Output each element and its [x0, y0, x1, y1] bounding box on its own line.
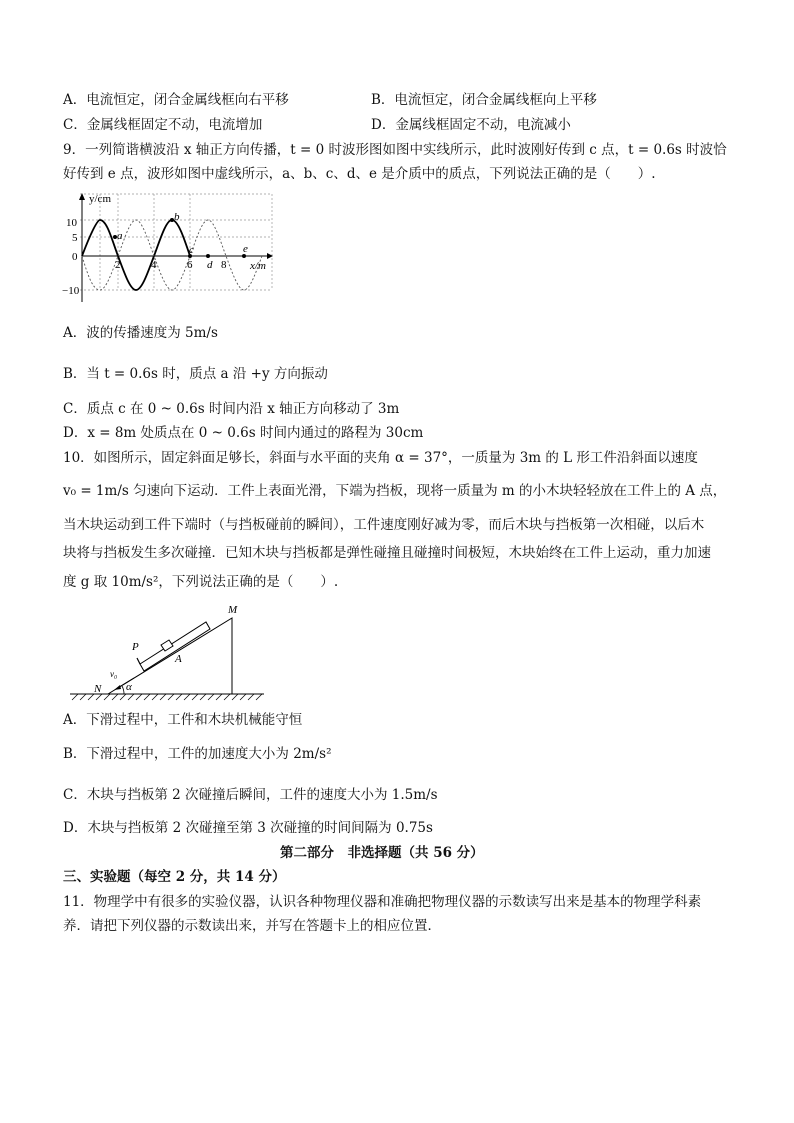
q8-option-d: D．金属线框固定不动，电流减小 [371, 117, 571, 133]
q11-line2: 养．请把下列仪器的示数读出来，并写在答题卡上的相应位置． [63, 918, 441, 934]
q10-stem-line4: 块将与挡板发生多次碰撞．已知木块与挡板都是弹性碰撞且碰撞时间极短，木块始终在工件上运动，重力加速 [63, 545, 711, 561]
x-tick-6: 6 [187, 259, 193, 271]
q10-stem-line1: 10．如图所示，固定斜面足够长，斜面与水平面的夹角 α = 37°，一质量为 3m 的 L 形工件沿斜面以速度 [63, 450, 698, 466]
x-axis-label: x/m [250, 260, 266, 272]
x-tick-8: 8 [221, 259, 227, 271]
q11-line1: 11．物理学中有很多的实验仪器，认识各种物理仪器和准确把物理仪器的示数读写出来是基本的物理学科素 [63, 894, 702, 910]
q9-option-a: A．波的传播速度为 5m/s [63, 325, 218, 341]
q10-option-c: C．木块与挡板第 2 次碰撞后瞬间，工件的速度大小为 1.5m/s [63, 787, 438, 803]
q9-option-b: B．当 t = 0.6s 时，质点 a 沿 +y 方向振动 [63, 366, 328, 382]
y-tick-0: 0 [72, 251, 78, 263]
label-c: c [189, 244, 194, 256]
label-p: P [132, 641, 139, 653]
q8-option-c: C．金属线框固定不动，电流增加 [63, 117, 263, 133]
velocity-arrow-head-icon [114, 685, 121, 690]
q9-option-d: D．x = 8m 处质点在 0 ~ 0.6s 时间内通过的路程为 30cm [63, 425, 424, 441]
label-v0: v₀ [110, 669, 118, 679]
q9-wave-figure [62, 190, 277, 308]
x-tick-4: 4 [151, 259, 157, 271]
wave-grid [80, 194, 272, 290]
y-tick-10: 10 [66, 217, 77, 229]
q9-stem-line1: 9．一列简谐横波沿 x 轴正方向传播，t = 0 时波形图如图中实线所示，此时波刚好传到 c 点，t = 0.6s 时波恰 [63, 142, 727, 158]
q8-option-a: A．电流恒定，闭合金属线框向右平移 [63, 92, 289, 108]
label-m: M [228, 604, 238, 616]
label-alpha: α [126, 681, 132, 693]
label-d: d [207, 259, 213, 271]
part2-title: 第二部分 非选择题（共 56 分） [280, 845, 484, 861]
angle-arc [122, 686, 124, 694]
q10-option-d: D．木块与挡板第 2 次碰撞至第 3 次碰撞的时间间隔为 0.75s [63, 820, 433, 836]
point-d [206, 254, 210, 258]
q10-option-b: B．下滑过程中，工件的加速度大小为 2m/s² [63, 746, 332, 762]
q10-stem-line5: 度 g 取 10m/s²，下列说法正确的是（ ）. [63, 574, 339, 590]
q10-stem-line2: v₀ = 1m/s 匀速向下运动．工件上表面光滑，下端为挡板，现将一质量为 m 的小木块轻轻放在工件上的 A 点， [63, 483, 727, 499]
wave-solid-t0 [82, 220, 190, 290]
label-a-point: A [175, 653, 182, 665]
q10-option-a: A．下滑过程中，工件和木块机械能守恒 [63, 712, 303, 728]
x-tick-2: 2 [115, 259, 121, 271]
y-tick-5: 5 [72, 232, 78, 244]
label-n: N [94, 683, 102, 695]
baffle [137, 658, 140, 664]
label-b: b [174, 211, 180, 223]
q8-option-b: B．电流恒定，闭合金属线框向上平移 [371, 92, 597, 108]
label-e: e [243, 243, 248, 255]
q10-incline-figure [68, 600, 268, 702]
y-axis-label: y/cm [89, 193, 111, 205]
q9-option-c: C．质点 c 在 0 ~ 0.6s 时间内沿 x 轴正方向移动了 3m [63, 401, 400, 417]
y-tick-neg10: −10 [62, 285, 80, 297]
q9-stem-line2: 好传到 e 点，波形如图中虚线所示，a、b、c、d、e 是介质中的质点，下列说法正确的是（ ）. [63, 166, 656, 182]
q10-stem-line3: 当木块运动到工件下端时（与挡板碰前的瞬间），工件速度刚好减为零，而后木块与挡板第一次相碰，以后木 [63, 517, 705, 533]
section3-title: 三、实验题（每空 2 分，共 14 分） [63, 869, 286, 885]
label-a: a [117, 230, 123, 242]
